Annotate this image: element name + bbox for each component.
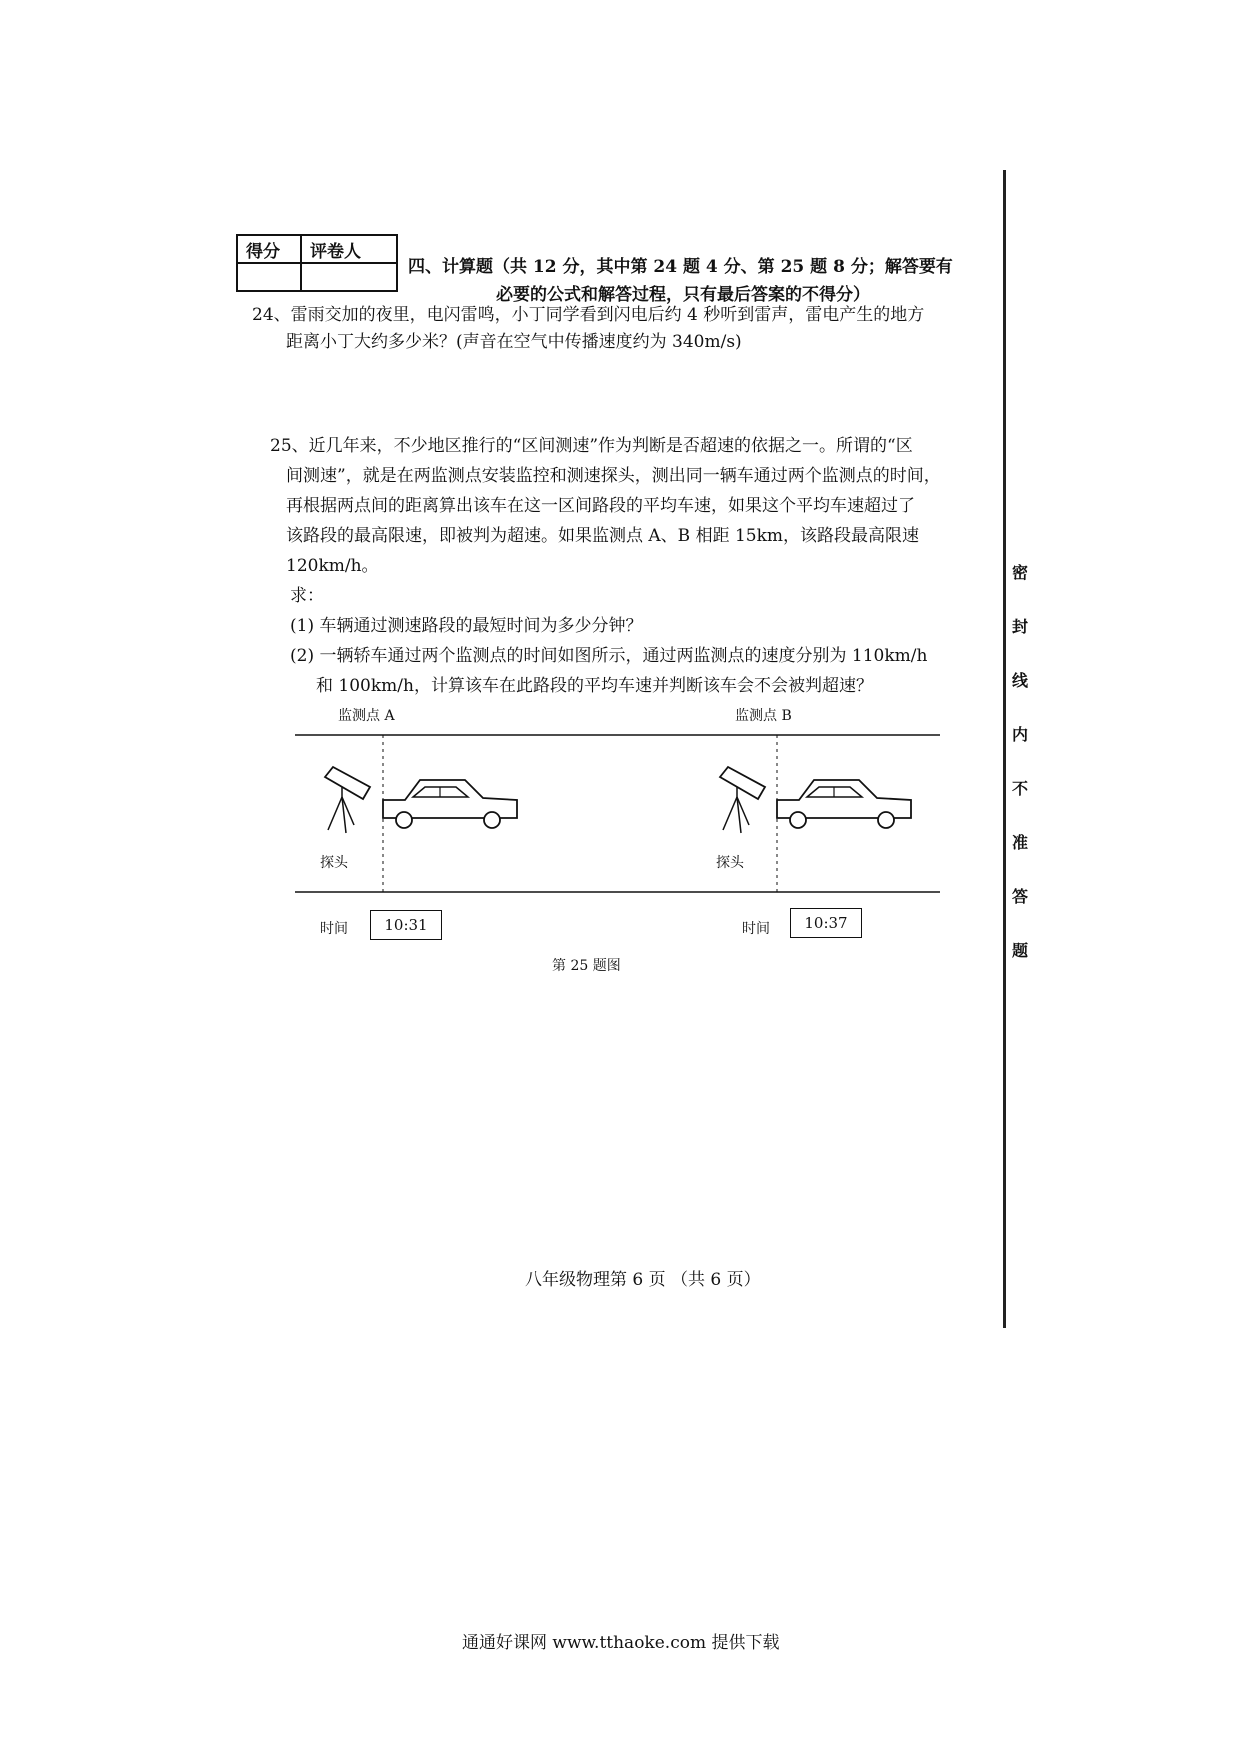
q25-ask: 求： <box>290 586 324 606</box>
score-cell <box>237 263 301 291</box>
grader-cell <box>301 263 397 291</box>
time-a-box: 10:31 <box>370 910 442 940</box>
q25-line5: 120km/h。 <box>286 556 379 576</box>
site-credit: 通通好课网 www.tthaoke.com 提供下载 <box>462 1633 780 1653</box>
q25-line4: 该路段的最高限速，即被判为超速。如果监测点 A、B 相距 15km，该路段最高限速 <box>286 526 920 546</box>
q25-sub1: (1) 车辆通过测速路段的最短时间为多少分钟？ <box>290 616 643 636</box>
score-table <box>236 234 398 292</box>
q25-line3: 再根据两点间的距离算出该车在这一区间路段的平均车速，如果这个平均车速超过了 <box>286 496 915 516</box>
camera-b-icon <box>720 767 765 833</box>
grader-label: 评卷人 <box>301 235 397 263</box>
time-b-box: 10:37 <box>790 908 862 938</box>
time-b-label: 时间 <box>742 921 770 937</box>
point-b-label: 监测点 B <box>735 708 792 724</box>
q25-line2: 间测速”，就是在两监测点安装监控和测速探头，测出同一辆车通过两个监测点的时间， <box>286 466 941 486</box>
seal-char: 线 <box>1012 671 1029 690</box>
q24-line1: 24、雷雨交加的夜里，电闪雷鸣，小丁同学看到闪电后约 4 秒听到雷声，雷电产生的地方 <box>252 305 925 325</box>
page-number: 八年级物理第 6 页 （共 6 页） <box>525 1270 761 1290</box>
seal-char: 不 <box>1012 779 1029 798</box>
time-a-label: 时间 <box>320 921 348 937</box>
camera-a-icon <box>325 767 370 833</box>
seal-char: 密 <box>1012 563 1029 582</box>
seal-char: 答 <box>1012 887 1029 906</box>
score-label: 得分 <box>237 235 301 263</box>
section-title-note: 必要的公式和解答过程，只有最后答案的不得分） <box>496 285 870 305</box>
q25-line1: 25、近几年来，不少地区推行的“区间测速”作为判断是否超速的依据之一。所谓的“区 <box>270 436 913 456</box>
seal-line <box>1003 170 1006 1328</box>
q24-line2: 距离小丁大约多少米？(声音在空气中传播速度约为 340m/s) <box>286 332 742 352</box>
seal-char: 内 <box>1012 725 1029 744</box>
seal-char: 准 <box>1012 833 1029 852</box>
probe-a-label: 探头 <box>320 855 348 871</box>
speed-zone-figure <box>280 725 960 925</box>
probe-b-label: 探头 <box>716 855 744 871</box>
q25-sub2-line1: (2) 一辆轿车通过两个监测点的时间如图所示，通过两监测点的速度分别为 110km/h <box>290 646 928 666</box>
seal-char: 封 <box>1012 617 1029 636</box>
car-a-icon <box>383 780 517 828</box>
figure-caption: 第 25 题图 <box>552 958 621 974</box>
car-b-icon <box>777 780 911 828</box>
section-title: 四、计算题（共 12 分，其中第 24 题 4 分、第 25 题 8 分；解答要有 <box>408 257 953 277</box>
seal-char: 题 <box>1012 941 1029 960</box>
point-a-label: 监测点 A <box>338 708 395 724</box>
q25-sub2-line2: 和 100km/h，计算该车在此路段的平均车速并判断该车会不会被判超速？ <box>316 676 873 696</box>
